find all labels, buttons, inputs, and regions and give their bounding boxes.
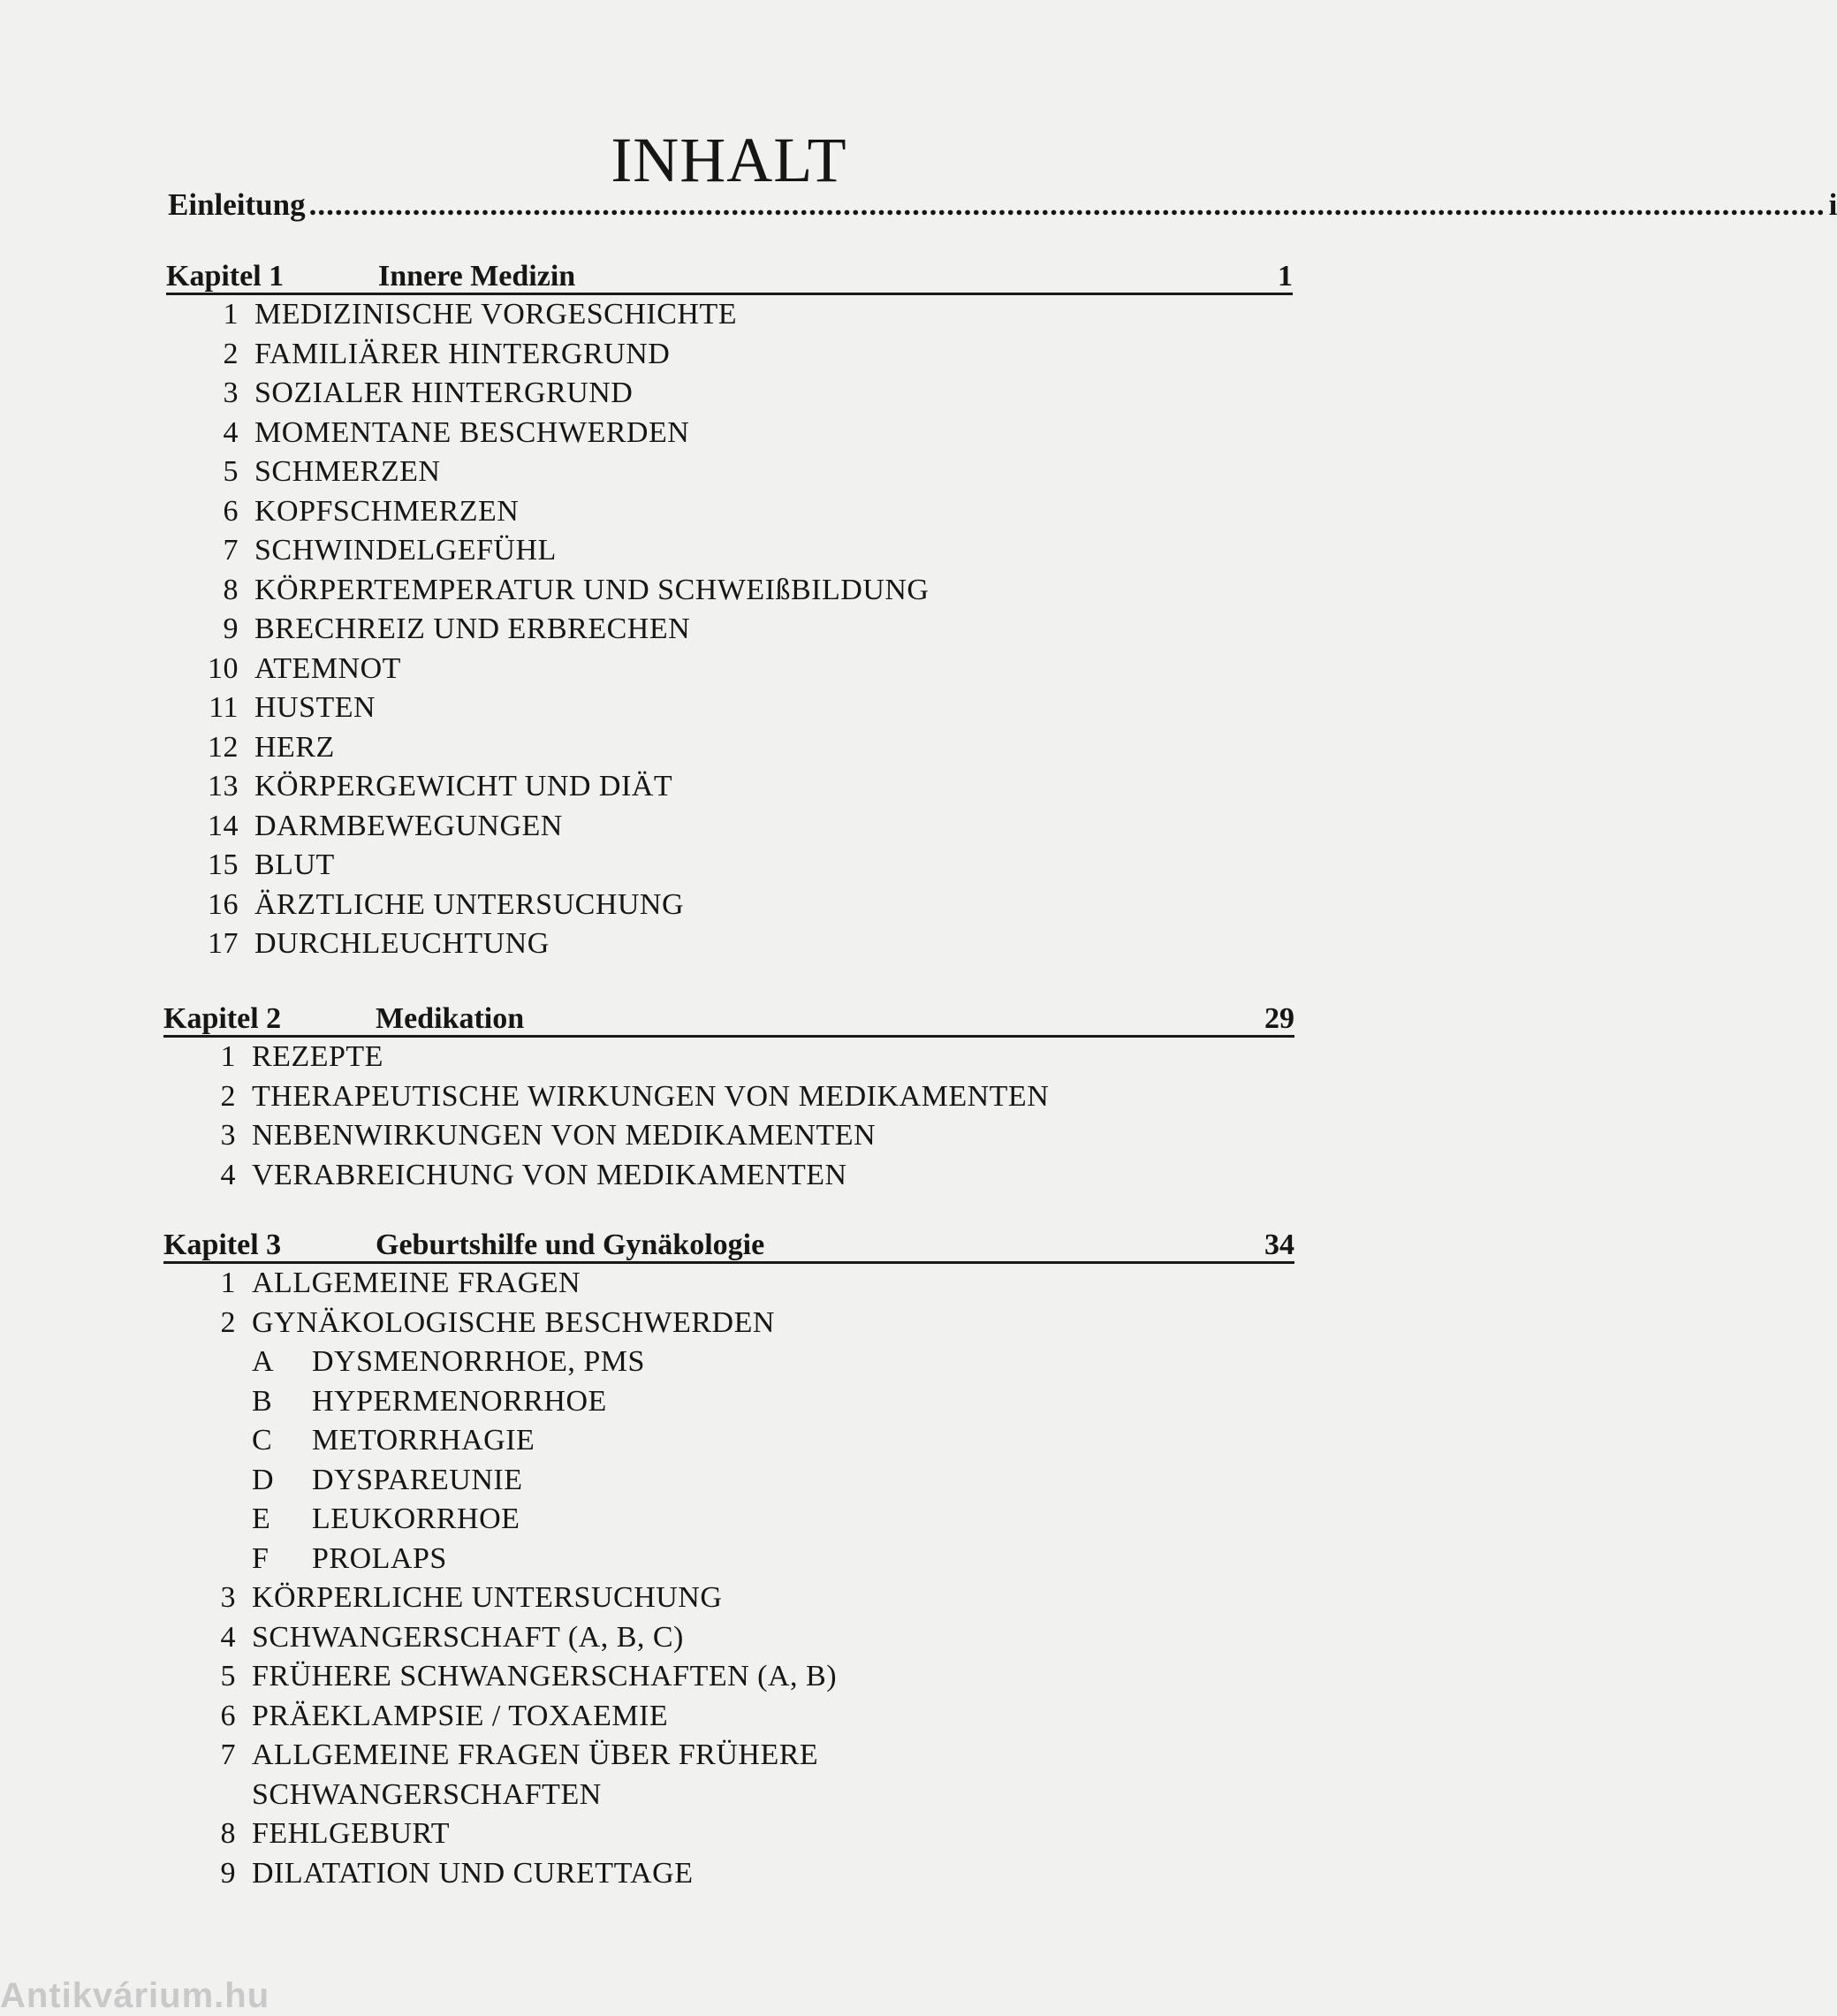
entry-number: 11 (209, 691, 239, 724)
toc-entry (163, 1618, 1294, 1658)
entry-title: ALLGEMEINE FRAGEN ÜBER FRÜHERE (252, 1738, 819, 1771)
entry-title: BLUT (254, 848, 335, 881)
entry-title: FRÜHERE SCHWANGERSCHAFTEN (A, B) (252, 1660, 838, 1693)
toc-entry (163, 1814, 1294, 1854)
toc-entry (166, 492, 1293, 532)
entry-number: 3 (223, 377, 239, 409)
subentry-letter: D (252, 1463, 275, 1496)
entry-number: 13 (208, 770, 239, 803)
entry-title: VERABREICHUNG VON MEDIKAMENTEN (252, 1158, 847, 1191)
toc-entry (166, 414, 1293, 453)
toc-subentry (163, 1421, 1294, 1461)
entry-title: MEDIZINISCHE VORGESCHICHTE (254, 298, 737, 331)
entry-number: 6 (220, 1699, 236, 1732)
entry-title: DURCHLEUCHTUNG (254, 927, 550, 960)
entry-title: HUSTEN (254, 691, 376, 724)
entry-number: 17 (208, 927, 239, 960)
entry-title: BRECHREIZ UND ERBRECHEN (254, 612, 691, 645)
toc-entry (163, 1156, 1294, 1196)
chapter-label: Kapitel 3 (163, 1229, 282, 1261)
toc-entry (166, 335, 1293, 375)
entry-number: 2 (220, 1305, 236, 1339)
entry-number: 14 (208, 809, 239, 842)
entry-number: 8 (223, 573, 239, 606)
subentry-title: HYPERMENORRHOE (312, 1384, 607, 1418)
toc-entry (163, 1657, 1294, 1697)
subentry-title: LEUKORRHOE (312, 1502, 520, 1535)
chapter-entries (163, 1038, 1294, 1195)
entry-title: ATEMNOT (254, 651, 401, 685)
chapter-2 (163, 1002, 1294, 1195)
entry-number: 6 (223, 494, 239, 528)
subentry-title: DYSPAREUNIE (312, 1463, 523, 1496)
entry-number: 7 (220, 1738, 236, 1771)
watermark: Antikvárium.hu (0, 1976, 270, 2015)
toc-entry (163, 1077, 1294, 1117)
toc-entry (166, 610, 1293, 650)
chapter-label: Kapitel 1 (166, 260, 285, 293)
subentry-title: METORRHAGIE (312, 1424, 535, 1457)
toc-entry (163, 1264, 1294, 1304)
toc-subentry (163, 1343, 1294, 1382)
entry-number: 8 (220, 1817, 236, 1850)
subentry-title: PROLAPS (312, 1541, 447, 1575)
entry-title: FAMILIÄRER HINTERGRUND (254, 337, 671, 370)
subentry-letter: B (252, 1384, 273, 1418)
chapter-1 (166, 260, 1293, 964)
entry-title: ÄRZTLICHE UNTERSUCHUNG (254, 887, 685, 921)
entry-title: KOPFSCHMERZEN (254, 494, 520, 528)
entry-title: KÖRPERTEMPERATUR UND SCHWEIßBILDUNG (254, 573, 930, 606)
toc-entry (166, 688, 1293, 728)
toc-entry (166, 807, 1293, 847)
entry-number: 3 (220, 1581, 236, 1614)
entry-number: 5 (220, 1660, 236, 1693)
toc-entry (166, 571, 1293, 611)
chapter-label: Kapitel 2 (163, 1002, 282, 1035)
toc-subentry (163, 1382, 1294, 1422)
entry-title: MOMENTANE BESCHWERDEN (254, 415, 690, 449)
intro-label: Einleitung (168, 187, 306, 222)
entry-title-continued: SCHWANGERSCHAFTEN (252, 1777, 602, 1811)
chapter-page: 34 (1264, 1229, 1294, 1261)
chapter-title: Innere Medizin (378, 260, 576, 293)
toc-entry (163, 1038, 1294, 1077)
entry-title: PRÄEKLAMPSIE / TOXAEMIE (252, 1699, 669, 1732)
toc-entry (166, 924, 1293, 964)
toc-entry-continuation (163, 1776, 1294, 1815)
chapter-3 (163, 1229, 1294, 1893)
intro-line (168, 187, 1837, 223)
entry-number: 4 (220, 1158, 236, 1191)
entry-number: 1 (220, 1267, 236, 1299)
entry-number: 9 (220, 1856, 236, 1890)
toc-entry (166, 453, 1293, 492)
entry-title: SCHMERZEN (254, 455, 441, 488)
toc-subentry (163, 1540, 1294, 1579)
toc-entry (166, 374, 1293, 414)
entry-title: SOZIALER HINTERGRUND (254, 377, 634, 409)
page-title: INHALT (611, 125, 847, 196)
entry-number: 3 (220, 1119, 236, 1152)
toc-entry (166, 846, 1293, 886)
toc-subentry (163, 1461, 1294, 1501)
chapter-title: Medikation (376, 1002, 525, 1035)
toc-entry (166, 295, 1293, 335)
entry-number: 1 (223, 298, 239, 331)
entry-title: ALLGEMEINE FRAGEN (252, 1267, 581, 1299)
entry-number: 16 (208, 887, 239, 921)
entry-number: 15 (208, 848, 239, 881)
intro-page: i (1828, 187, 1837, 222)
entry-number: 4 (223, 415, 239, 449)
subentry-letter: E (252, 1502, 271, 1535)
entry-number: 2 (223, 337, 239, 370)
entry-number: 1 (220, 1040, 236, 1073)
toc-entry (163, 1736, 1294, 1776)
entry-title: SCHWANGERSCHAFT (A, B, C) (252, 1620, 684, 1654)
entry-number: 9 (223, 612, 239, 645)
chapter-page: 29 (1264, 1002, 1294, 1035)
toc-entry (166, 728, 1293, 768)
toc-entry (166, 531, 1293, 571)
entry-title: REZEPTE (252, 1040, 383, 1073)
toc-entry (163, 1697, 1294, 1737)
entry-title: GYNÄKOLOGISCHE BESCHWERDEN (252, 1305, 775, 1339)
entry-title: FEHLGEBURT (252, 1817, 450, 1850)
entry-title: THERAPEUTISCHE WIRKUNGEN VON MEDIKAMENTEN (252, 1079, 1050, 1113)
chapter-heading (163, 1229, 1294, 1264)
chapter-entries (166, 295, 1293, 964)
toc-subentry (163, 1500, 1294, 1540)
entry-title: HERZ (254, 730, 335, 764)
subentry-letter: C (252, 1424, 273, 1457)
toc-entry (163, 1304, 1294, 1343)
chapter-entries (163, 1264, 1294, 1893)
subentry-letter: A (252, 1345, 275, 1378)
chapter-heading (163, 1002, 1294, 1038)
toc-entry (166, 650, 1293, 689)
toc-entry (166, 767, 1293, 807)
entry-number: 4 (220, 1620, 236, 1654)
entry-number: 7 (223, 534, 239, 567)
subentry-title: DYSMENORRHOE, PMS (312, 1345, 645, 1378)
toc-entry (163, 1579, 1294, 1618)
toc-entry (163, 1854, 1294, 1894)
entry-title: DARMBEWEGUNGEN (254, 809, 563, 842)
entry-title: KÖRPERGEWICHT UND DIÄT (254, 770, 673, 803)
entry-number: 10 (208, 651, 239, 685)
subentry-letter: F (252, 1541, 269, 1575)
entry-number: 2 (220, 1079, 236, 1113)
chapter-title: Geburtshilfe und Gynäkologie (376, 1229, 765, 1261)
entry-number: 5 (223, 455, 239, 488)
chapter-heading (166, 260, 1293, 295)
intro-leader-dots: ................................................................................................................................................................................ (308, 187, 1826, 222)
chapter-page: 1 (1278, 260, 1293, 293)
entry-title: DILATATION UND CURETTAGE (252, 1856, 694, 1890)
entry-number: 12 (208, 730, 239, 764)
toc-entry (166, 886, 1293, 925)
toc-entry (163, 1116, 1294, 1156)
entry-title: KÖRPERLICHE UNTERSUCHUNG (252, 1581, 723, 1614)
entry-title: NEBENWIRKUNGEN VON MEDIKAMENTEN (252, 1119, 877, 1152)
entry-title: SCHWINDELGEFÜHL (254, 534, 557, 567)
